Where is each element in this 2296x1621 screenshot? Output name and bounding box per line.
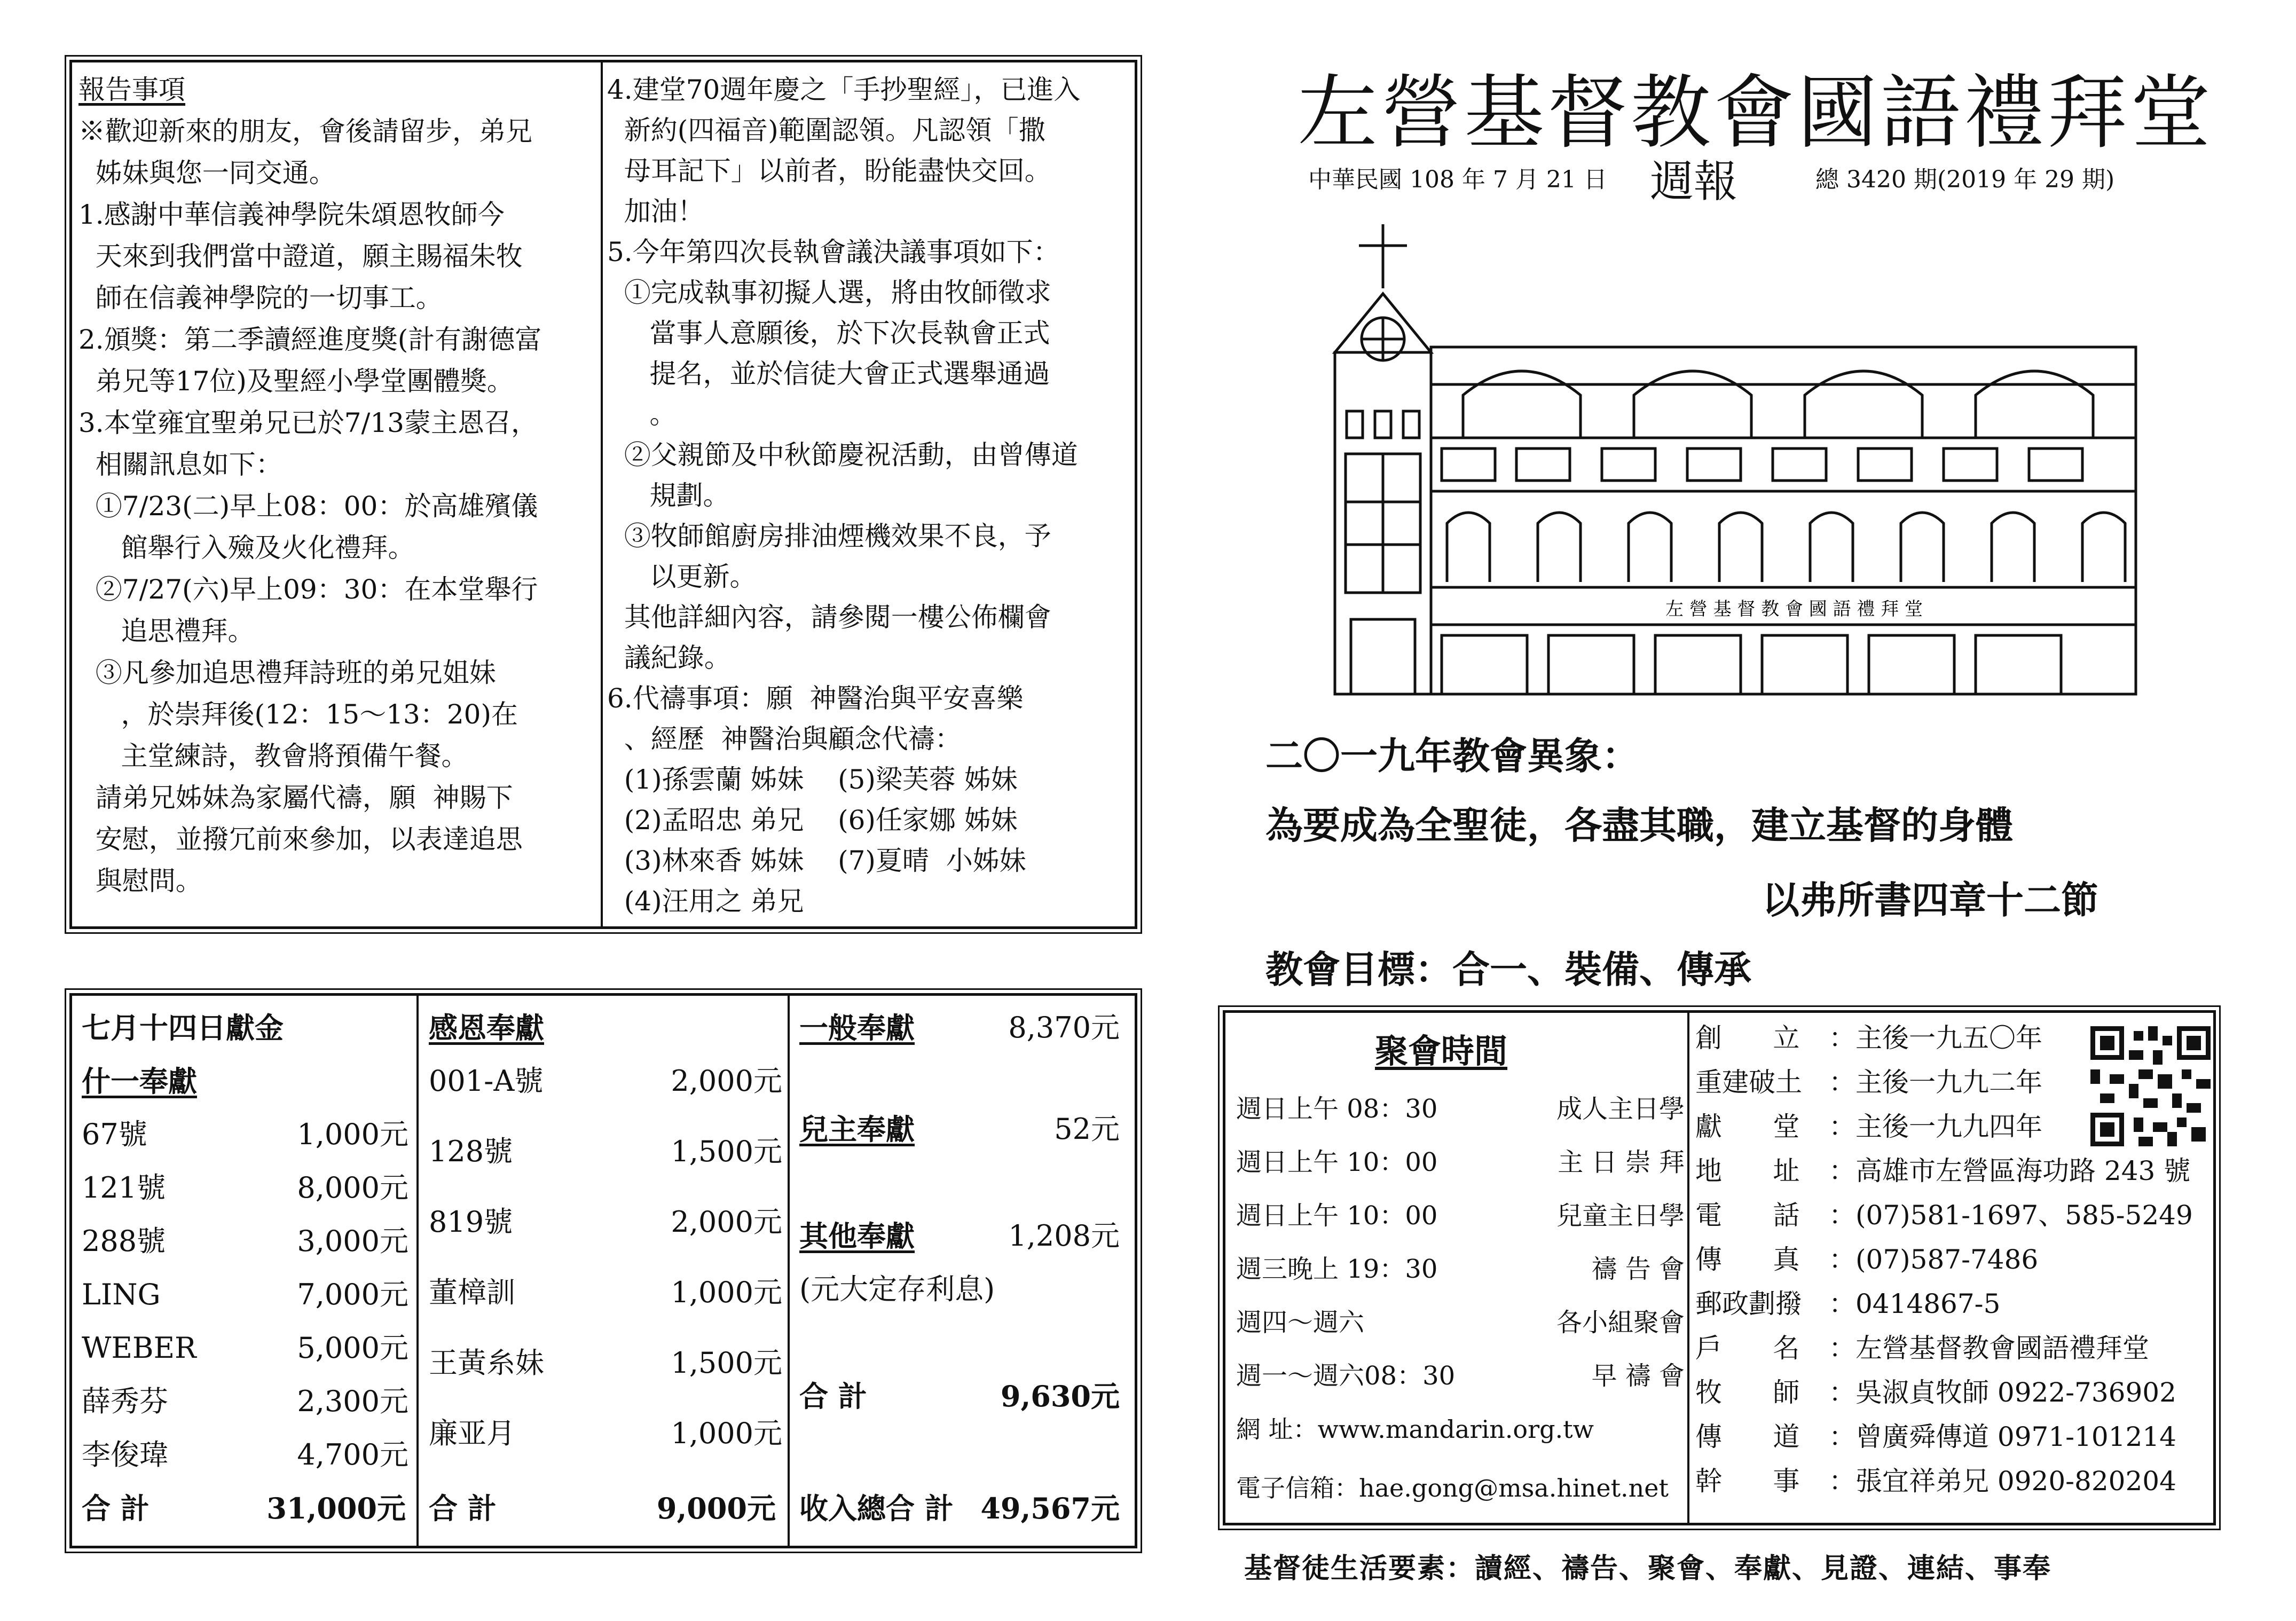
vision-heading: 二〇一九年教會異象： [1265, 734, 1639, 778]
announcement-line: 議紀錄。 [607, 642, 731, 673]
info-colon: ： [1829, 1111, 1855, 1142]
thanks-amount: 1,000元 [671, 1276, 782, 1309]
info-label: 傳 道 [1695, 1421, 1800, 1452]
tithe-total-label: 合 計 [82, 1491, 150, 1525]
meeting-time: 週一～週六08：30 [1236, 1361, 1456, 1391]
info-value: 左營基督教會國語禮拜堂 [1855, 1333, 2149, 1364]
website: 網 址：www.mandarin.org.tw [1236, 1415, 1594, 1444]
info-label: 地 址 [1695, 1155, 1800, 1186]
announcements-divider [601, 62, 603, 926]
announcement-line: 規劃。 [607, 480, 730, 511]
tithe-date-title: 七月十四日獻金 [82, 1011, 284, 1045]
offering-divider-2 [788, 996, 790, 1546]
thanks-amount: 1,000元 [671, 1417, 782, 1450]
tithe-subtitle: 什一奉獻 [82, 1064, 197, 1098]
info-value: 吳淑貞牧師 0922-736902 [1855, 1377, 2176, 1408]
tithe-donor: 薛秀芬 [82, 1384, 168, 1418]
christian-life-elements: 基督徒生活要素：讀經、禱告、聚會、奉獻、見證、連結、事奉 [1244, 1553, 2052, 1585]
announcement-line: 主堂練詩，教會將預備午餐。 [78, 741, 468, 772]
meeting-time: 週三晚上 19：30 [1236, 1254, 1438, 1284]
qr-code-icon [2090, 1026, 2211, 1146]
offering-divider-1 [416, 996, 419, 1546]
info-value: 張宜祥弟兄 0920-820204 [1855, 1466, 2176, 1497]
meetings-title: 聚會時間 [1375, 1032, 1508, 1071]
thanks-donor: 廉亚月 [429, 1417, 515, 1450]
announcement-line: (2)孟昭忠 弟兄 (6)任家娜 姊妹 [607, 805, 1018, 836]
children-offering-label: 兒主奉獻 [799, 1112, 915, 1146]
announcement-line: (4)汪用之 弟兄 [607, 886, 804, 917]
meeting-time: 週日上午 10：00 [1236, 1201, 1438, 1231]
info-value: 0414867-5 [1855, 1288, 2001, 1319]
announcement-line: 與慰問。 [78, 865, 202, 896]
announcement-line: 1.感謝中華信義神學院朱頌恩牧師今 [78, 199, 505, 230]
announcement-line: ①7/23(二)早上08：00：於高雄殯儀 [78, 491, 538, 522]
meeting-time: 週日上午 10：00 [1236, 1147, 1438, 1177]
info-label: 戶 名 [1695, 1333, 1800, 1364]
announcements-heading: 報告事項 [78, 74, 185, 105]
announcement-line: 2.頒獎：第二季讀經進度獎(計有謝德富 [78, 324, 542, 355]
info-label: 獻 堂 [1695, 1111, 1800, 1142]
announcement-line: (1)孫雲蘭 姊妹 (5)梁芙蓉 姊妹 [607, 764, 1018, 795]
info-colon: ： [1829, 1466, 1855, 1497]
announcement-line: 其他詳細內容，請參閱一樓公佈欄會 [607, 602, 1051, 633]
thanks-title: 感恩奉獻 [429, 1011, 544, 1045]
thanks-amount: 1,500元 [671, 1135, 782, 1168]
announcement-line: 館舉行入殮及火化禮拜。 [78, 532, 415, 563]
info-label: 電 話 [1695, 1200, 1800, 1231]
tithe-donor: 288號 [82, 1224, 166, 1258]
announcement-line: 追思禮拜。 [78, 616, 255, 647]
info-colon: ： [1829, 1421, 1855, 1452]
announcement-line: 加油！ [607, 196, 704, 227]
info-colon: ： [1829, 1200, 1855, 1231]
tithe-amount: 7,000元 [297, 1278, 408, 1311]
announcement-line: 5.今年第四次長執會議決議事項如下： [607, 237, 1060, 267]
other-offering-label: 其他奉獻 [799, 1219, 915, 1253]
announcement-line: 母耳記下」以前者，盼能盡快交回。 [607, 155, 1051, 186]
grand-total: 49,567元 [980, 1491, 1120, 1525]
announcement-line: 姊妹與您一同交通。 [78, 158, 336, 188]
info-colon: ： [1829, 1333, 1855, 1364]
announcement-line: 師在信義神學院的一切事工。 [78, 282, 443, 313]
info-colon: ： [1829, 1022, 1855, 1053]
announcement-line: (3)林來香 姊妹 (7)夏晴 小姊妹 [607, 845, 1026, 876]
announcements-box [69, 60, 1137, 929]
info-label: 創 立 [1695, 1022, 1800, 1053]
announcement-line: ，於崇拜後(12：15～13：20)在 [78, 699, 518, 730]
church-goal: 教會目標：合一、裝備、傳承 [1265, 948, 1751, 992]
thanks-donor: 128號 [429, 1135, 513, 1168]
meeting-time: 週日上午 08：30 [1236, 1094, 1438, 1124]
thanks-donor: 董樟訓 [429, 1276, 515, 1309]
announcement-line: 3.本堂雍宜聖弟兄已於7/13蒙主恩召， [78, 407, 538, 438]
announcement-line: 4.建堂70週年慶之「手抄聖經」，已進入 [607, 74, 1081, 105]
tithe-amount: 3,000元 [297, 1224, 408, 1258]
issue-number: 總 3420 期(2019 年 29 期) [1815, 166, 2115, 193]
tithe-amount: 5,000元 [297, 1331, 408, 1365]
announcement-line: 安慰，並撥冗前來參加，以表達追思 [78, 824, 523, 855]
announcement-line: 請弟兄姊妹為家屬代禱，願 神賜下 [78, 782, 513, 813]
announcement-line: ②7/27(六)早上09：30：在本堂舉行 [78, 574, 538, 605]
meeting-name: 禱 告 會 [1591, 1254, 1685, 1284]
thanks-total-label: 合 計 [429, 1491, 497, 1525]
tithe-donor: 67號 [82, 1118, 147, 1151]
info-value: 主後一九九二年 [1855, 1067, 2042, 1098]
issue-date: 中華民國 108 年 7 月 21 日 [1308, 166, 1607, 193]
info-value: 高雄市左營區海功路 243 號 [1855, 1155, 2191, 1186]
info-value: 曾廣舜傳道 0971-101214 [1855, 1421, 2176, 1452]
meeting-time: 週四～週六 [1236, 1308, 1365, 1337]
info-colon: ： [1829, 1288, 1855, 1319]
announcement-line: ②父親節及中秋節慶祝活動，由曾傳道 [607, 439, 1078, 470]
offering-box [69, 993, 1137, 1548]
meeting-name: 兒童主日學 [1556, 1201, 1685, 1231]
info-value: 主後一九五〇年 [1855, 1022, 2042, 1053]
announcement-line: 、經歷 神醫治與顧念代禱： [607, 723, 962, 754]
announcement-line: ③牧師館廚房排油煙機效果不良，予 [607, 521, 1051, 552]
meeting-name: 成人主日學 [1556, 1094, 1685, 1124]
info-colon: ： [1829, 1244, 1855, 1275]
other-offering-amount: 1,208元 [1008, 1219, 1120, 1253]
announcement-line: 天來到我們當中證道，願主賜福朱牧 [78, 241, 523, 272]
bulletin-label: 週報 [1650, 156, 1738, 207]
info-colon: ： [1829, 1377, 1855, 1408]
meeting-name: 各小組聚會 [1556, 1308, 1685, 1337]
announcement-line: 以更新。 [607, 561, 757, 592]
tithe-total: 31,000元 [266, 1491, 406, 1525]
thanks-donor: 001-A號 [429, 1064, 544, 1098]
thanks-total: 9,000元 [656, 1491, 776, 1525]
info-value: 主後一九九四年 [1855, 1111, 2042, 1142]
announcement-line: 相關訊息如下： [78, 449, 282, 480]
info-colon: ： [1829, 1067, 1855, 1098]
other-offering-note: (元大定存利息) [799, 1272, 995, 1306]
announcement-line: 當事人意願後，於下次長執會正式 [607, 318, 1050, 349]
info-label: 郵政劃撥 [1695, 1288, 1802, 1319]
vision-verse: 為要成為全聖徒，各盡其職，建立基督的身體 [1265, 804, 2013, 847]
announcement-line: 新約(四福音)範圍認領。凡認領「撒 [607, 115, 1045, 146]
general-offering-amount: 8,370元 [1008, 1011, 1120, 1044]
announcement-line: ※歡迎新來的朋友，會後請留步，弟兄 [78, 116, 532, 147]
info-label: 重建破土 [1695, 1067, 1802, 1098]
church-title: 左營基督教會國語禮拜堂 [1298, 67, 2214, 160]
tithe-donor: 李俊瑋 [82, 1438, 168, 1472]
tithe-donor: 121號 [82, 1171, 166, 1205]
announcement-line: ①完成執事初擬人選，將由牧師徵求 [607, 277, 1051, 308]
building-sign: 左 營 基 督 教 會 國 語 禮 拜 堂 [1665, 599, 1923, 620]
grand-total-label: 收入總合 計 [799, 1491, 954, 1525]
col3-total: 9,630元 [1000, 1379, 1120, 1413]
col3-total-label: 合 計 [799, 1379, 867, 1413]
thanks-donor: 王黃糸妹 [429, 1346, 544, 1380]
thanks-donor: 819號 [429, 1205, 513, 1239]
announcement-line: 提名，並於信徒大會正式選舉通過 [607, 358, 1050, 389]
thanks-amount: 2,000元 [671, 1205, 782, 1239]
announcement-line: 6.代禱事項：願 神醫治與平安喜樂 [607, 683, 1024, 714]
announcement-line: ③凡參加追思禮拜詩班的弟兄姐妹 [78, 657, 496, 688]
info-label: 牧 師 [1695, 1377, 1800, 1408]
thanks-amount: 2,000元 [671, 1064, 782, 1098]
tithe-amount: 2,300元 [297, 1384, 408, 1418]
tithe-amount: 8,000元 [297, 1171, 408, 1205]
vision-reference: 以弗所書四章十二節 [1762, 878, 2098, 922]
general-offering-label: 一般奉獻 [799, 1011, 915, 1045]
meetings-divider [1687, 1013, 1689, 1523]
meeting-name: 早 禱 會 [1591, 1361, 1685, 1391]
announcement-line: 。 [607, 399, 677, 430]
tithe-donor: WEBER [82, 1331, 196, 1365]
children-offering-amount: 52元 [1054, 1112, 1120, 1146]
tithe-amount: 4,700元 [297, 1438, 408, 1472]
church-building-illustration [1314, 214, 2146, 710]
email: 電子信箱：hae.gong@msa.hinet.net [1236, 1474, 1669, 1502]
meeting-name: 主 日 崇 拜 [1558, 1147, 1685, 1177]
info-colon: ： [1829, 1155, 1855, 1186]
tithe-amount: 1,000元 [297, 1118, 408, 1151]
tithe-donor: LING [82, 1278, 161, 1311]
info-value: (07)581-1697、585-5249 [1855, 1200, 2193, 1231]
info-label: 幹 事 [1695, 1466, 1800, 1497]
meetings-info-box [1223, 1010, 2216, 1525]
info-label: 傳 真 [1695, 1244, 1800, 1275]
announcement-line: 弟兄等17位)及聖經小學堂團體獎。 [78, 366, 514, 397]
info-value: (07)587-7486 [1855, 1244, 2039, 1275]
thanks-amount: 1,500元 [671, 1346, 782, 1380]
